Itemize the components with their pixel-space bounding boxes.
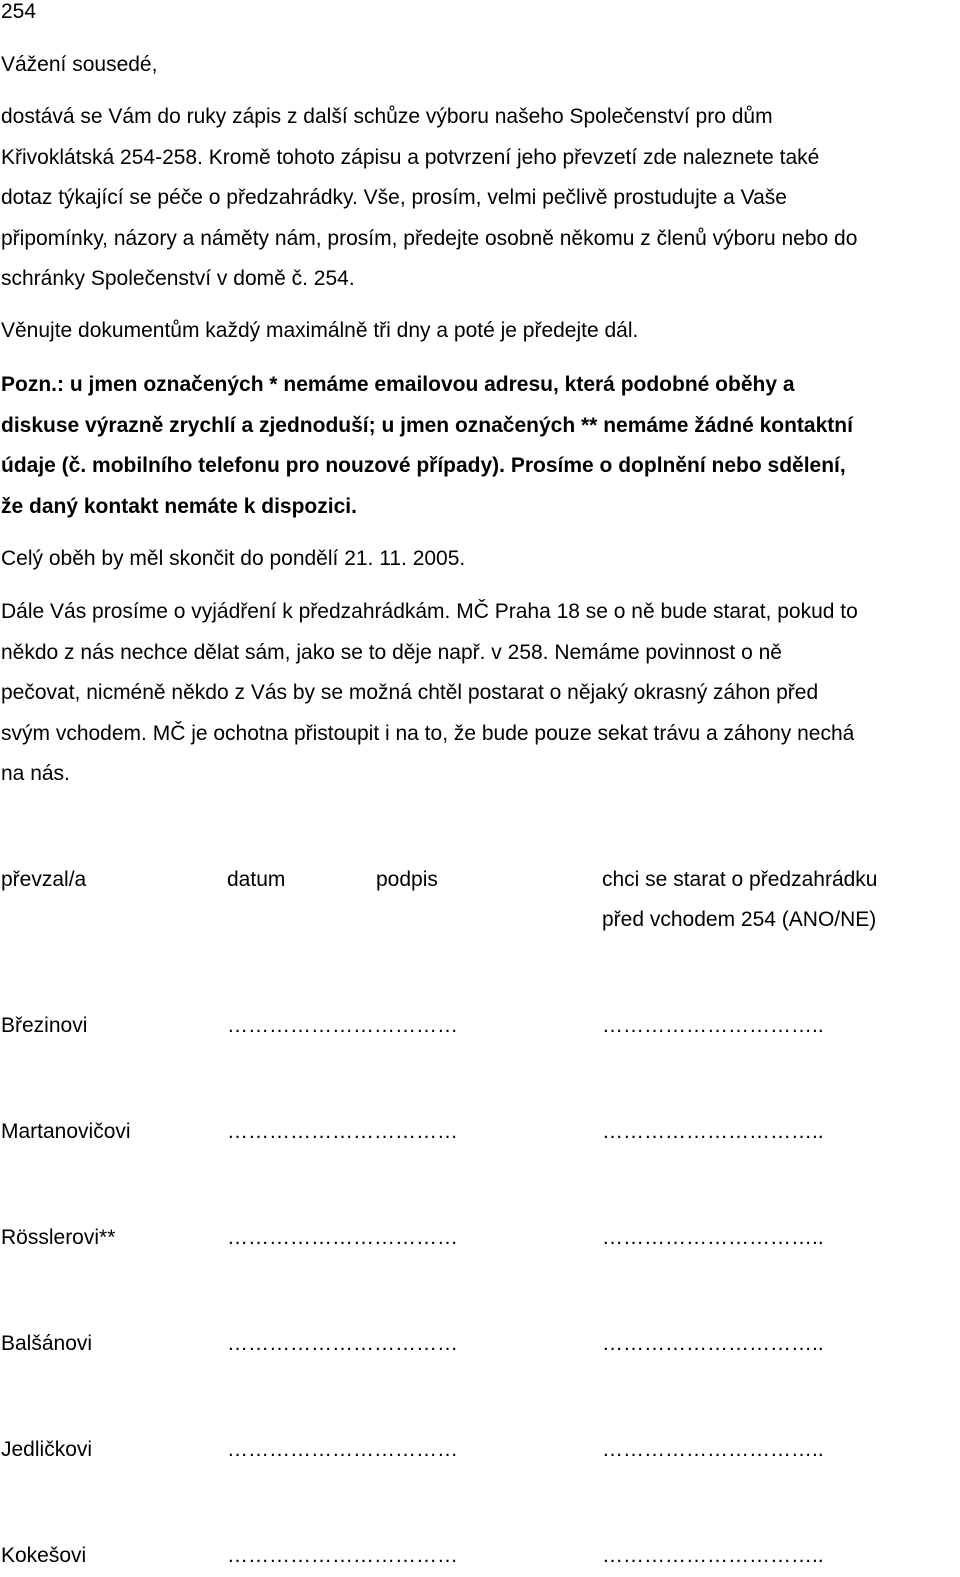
garden-answer-blank: ………………………….. <box>602 1226 824 1249</box>
resident-name: Kokešovi <box>1 1544 87 1567</box>
garden-line: někdo z nás nechce dělat sám, jako se to děje např. v 258. Nemáme povinnost o ně <box>1 640 782 664</box>
intro-line: dotaz týkající se péče o předzahrádky. Vše, prosím, velmi pečlivě prostudujte a Vaše <box>1 186 787 209</box>
resident-name: Rösslerovi** <box>1 1226 116 1249</box>
intro-paragraph <box>1 97 959 300</box>
instruction-text: Věnujte dokumentům každý maximálně tři dny a poté je předejte dál. <box>1 319 639 342</box>
note-line: Pozn.: u jmen označených * nemáme emailovou adresu, která podobné oběhy a <box>1 373 795 396</box>
header-garden-line2: před vchodem 254 (ANO/NE) <box>602 908 877 931</box>
header-received: převzal/a <box>1 868 87 891</box>
intro-line: dostává se Vám do ruky zápis z další schůze výboru našeho Společenství pro dům <box>1 105 773 128</box>
resident-name: Březinovi <box>1 1014 88 1037</box>
signature-blank: …………………………… <box>227 1544 458 1567</box>
header-signature: podpis <box>376 868 438 891</box>
garden-answer-blank: ………………………….. <box>602 1438 824 1461</box>
garden-line: pečovat, nicméně někdo z Vás by se možná chtěl postarat o nějaký okrasný záhon před <box>1 681 819 704</box>
note-line: diskuse výrazně zrychlí a zjednoduší; u jmen označených ** nemáme žádné kontaktní <box>1 413 853 437</box>
garden-line: Dále Vás prosíme o vyjádření k předzahrádkám. MČ Praha 18 se o ně bude starat, pokud to <box>1 600 858 623</box>
signature-blank: …………………………… <box>227 1226 458 1249</box>
greeting: Vážení sousedé, <box>1 53 158 76</box>
note-paragraph <box>1 365 959 527</box>
header-date: datum <box>227 868 286 891</box>
garden-paragraph <box>1 592 959 795</box>
signature-blank: …………………………… <box>227 1120 458 1143</box>
intro-line: připomínky, názory a náměty nám, prosím, předejte osobně někomu z členů výboru nebo do <box>1 226 858 250</box>
intro-line: Křivoklátská 254-258. Kromě tohoto zápisu a potvrzení jeho převzetí zde naleznete také <box>1 145 820 169</box>
page-number: 254 <box>1 0 37 23</box>
signature-blank: …………………………… <box>227 1438 458 1461</box>
garden-answer-blank: ………………………….. <box>602 1014 824 1037</box>
deadline-text: Celý oběh by měl skončit do pondělí 21. 11. 2005. <box>1 547 466 570</box>
note-line: údaje (č. mobilního telefonu pro nouzové případy). Prosíme o doplnění nebo sdělení, <box>1 454 846 477</box>
intro-line: schránky Společenství v domě č. 254. <box>1 267 355 290</box>
garden-line: svým vchodem. MČ je ochotna přistoupit i na to, že bude pouze sekat trávu a záhony nechá <box>1 721 855 745</box>
signature-blank: …………………………… <box>227 1332 458 1355</box>
resident-name: Balšánovi <box>1 1332 93 1355</box>
garden-answer-blank: ………………………….. <box>602 1332 824 1355</box>
signature-blank: …………………………… <box>227 1014 458 1037</box>
resident-name: Martanovičovi <box>1 1120 131 1143</box>
header-garden-line1: chci se starat o předzahrádku <box>602 868 878 891</box>
garden-line: na nás. <box>1 762 70 785</box>
note-line: že daný kontakt nemáte k dispozici. <box>1 494 357 518</box>
resident-name: Jedličkovi <box>1 1438 93 1461</box>
garden-answer-blank: ………………………….. <box>602 1544 824 1567</box>
garden-answer-blank: ………………………….. <box>602 1120 824 1143</box>
